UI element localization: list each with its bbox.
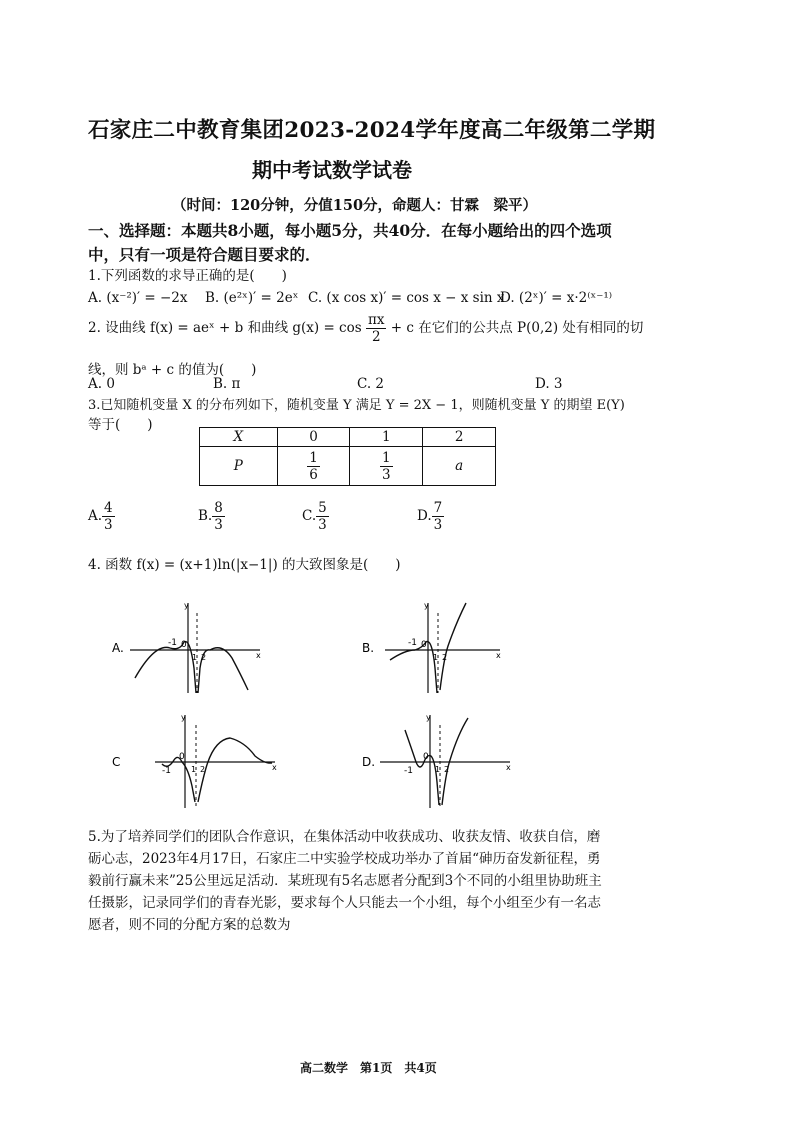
q3-option-d-num: 7 xyxy=(433,500,443,516)
q3-option-a-label: A. xyxy=(88,508,103,524)
graph-c-tick2: 2 xyxy=(200,765,206,774)
graph-a-label: A. xyxy=(112,641,124,655)
graph-b-tick1: 1 xyxy=(433,653,439,662)
graph-b-svg xyxy=(360,598,530,698)
q3-option-c xyxy=(302,500,329,533)
q2-stem-line2: 线，则 bᵃ + c 的值为( ) xyxy=(88,362,257,378)
graph-d-tick-neg: -1 xyxy=(404,766,413,776)
section-heading: 一、选择题：本题共8小题，每小题5分，共40分．在每小题给出的四个选项中，只有一项是符合题目要求的． xyxy=(88,221,612,264)
graph-c-label: C xyxy=(112,755,121,769)
table-header-cell: X xyxy=(200,428,278,447)
q1-option-b: B. (e²ˣ)′ = 2eˣ xyxy=(205,290,299,306)
graph-a-origin: 0 xyxy=(181,640,187,650)
q1-stem: 1.下列函数的求导正确的是( ) xyxy=(88,268,287,284)
distribution-table xyxy=(199,427,496,486)
q2-fraction xyxy=(366,312,387,345)
q3-option-d-label: D. xyxy=(417,508,432,524)
graph-b-tick-neg: -1 xyxy=(408,638,417,648)
p0-den: 6 xyxy=(309,466,318,483)
q3-option-b-num: 8 xyxy=(214,500,223,516)
q3-stem-line2: 等于( ) xyxy=(88,417,153,433)
graph-c-svg xyxy=(110,710,290,810)
graph-c-origin: 0 xyxy=(179,752,185,762)
q1-option-a: A. (x⁻²)′ = −2x xyxy=(88,290,188,306)
graph-a-y-label: y xyxy=(184,601,189,610)
p1-num: 1 xyxy=(382,449,391,466)
q3-option-b-den: 3 xyxy=(214,517,223,533)
q3-option-c-num: 5 xyxy=(318,500,327,516)
table-cell xyxy=(350,447,423,486)
q4-graph-a xyxy=(110,598,280,698)
q5-line: 砺心志，2023年4月17日，石家庄二中实验学校成功举办了首届“砷历奋发新征程，勇 xyxy=(88,851,601,867)
q4-graph-b xyxy=(360,598,530,698)
graph-d-label: D. xyxy=(362,755,376,769)
q5-line: 毅前行赢未来”25公里远足活动．某班现有5名志愿者分配到3个不同的小组里协助班主 xyxy=(88,873,602,889)
table-cell: a xyxy=(423,447,496,486)
graph-b-origin: 0 xyxy=(421,640,427,650)
q3-option-b xyxy=(198,500,225,533)
q1-option-c: C. (x cos x)′ = cos x − x sin x xyxy=(308,290,505,306)
graph-b-tick2: 2 xyxy=(442,653,448,662)
q2-frac-den: 2 xyxy=(371,329,381,345)
exam-title-line2: 期中考试数学试卷 xyxy=(252,158,412,182)
q3-option-d-den: 3 xyxy=(433,517,443,533)
q3-option-c-den: 3 xyxy=(318,517,327,533)
exam-title-line1: 石家庄二中教育集团2023-2024学年度高二年级第二学期 xyxy=(88,118,656,143)
graph-a-svg xyxy=(110,598,280,698)
graph-d-svg xyxy=(360,710,540,810)
p0-num: 1 xyxy=(309,449,318,466)
q5-line: 愿者，则不同的分配方案的总数为 xyxy=(88,917,291,933)
graph-d-tick2: 2 xyxy=(444,765,450,774)
q2-frac-num: πx xyxy=(367,312,385,328)
q3-option-a-den: 3 xyxy=(104,517,113,533)
q3-option-a-num: 4 xyxy=(104,500,113,516)
q3-option-a xyxy=(88,500,115,533)
q5-block xyxy=(88,826,628,936)
graph-c-x-label: x xyxy=(272,763,277,772)
graph-a-tick-neg: -1 xyxy=(168,638,177,648)
q2-option-d: D. 3 xyxy=(535,376,563,392)
graph-b-y-label: y xyxy=(424,601,429,610)
graph-b-label: B. xyxy=(362,641,375,655)
q4-graph-c xyxy=(110,710,290,810)
graph-d-x-label: x xyxy=(506,763,511,772)
table-row-label: P xyxy=(200,447,278,486)
table-header-cell: 1 xyxy=(350,428,423,447)
q3-option-b-label: B. xyxy=(198,508,213,524)
table-row xyxy=(200,447,496,486)
table-cell xyxy=(277,447,350,486)
exam-subtitle: （时间：120分钟，分值150分，命题人：甘霖 梁平） xyxy=(172,197,538,214)
q4-graph-d xyxy=(360,710,540,810)
q4-stem: 4. 函数 f(x) = (x+1)ln(|x−1|) 的大致图象是( ) xyxy=(88,557,401,573)
q3-option-c-label: C. xyxy=(302,508,317,524)
graph-c-y-label: y xyxy=(181,713,186,722)
table-header-cell: 0 xyxy=(277,428,350,447)
graph-d-tick1: 1 xyxy=(435,765,441,774)
q2-option-a: A. 0 xyxy=(88,376,115,392)
graph-d-y-label: y xyxy=(426,713,431,722)
graph-a-tick1: 1 xyxy=(192,653,198,662)
q2-option-b: B. π xyxy=(213,376,241,392)
q3-option-d xyxy=(417,500,444,533)
graph-a-curve xyxy=(135,642,248,693)
q2-stem-line1 xyxy=(88,312,643,345)
p1-den: 3 xyxy=(382,466,391,483)
graph-a-tick2: 2 xyxy=(201,653,207,662)
q5-line: 任摄影，记录同学们的青春光影，要求每个人只能去一个小组，每个小组至少有一名志 xyxy=(88,895,601,911)
graph-a-x-label: x xyxy=(256,651,261,660)
table-header-cell: 2 xyxy=(423,428,496,447)
table-header-row xyxy=(200,428,496,447)
q3-stem-line1: 3.已知随机变量 X 的分布列如下，随机变量 Y 满足 Y = 2X − 1，则随机变量 Y 的期望 E(Y) xyxy=(88,398,625,413)
graph-c-tick1: 1 xyxy=(191,765,197,774)
q5-line: 5.为了培养同学们的团队合作意识，在集体活动中收获成功、收获友情、收获自信，磨 xyxy=(88,829,601,845)
page-footer: 高二数学 第1页 共4页 xyxy=(300,1061,437,1075)
graph-b-x-label: x xyxy=(496,651,501,660)
q1-option-d: D. (2ˣ)′ = x·2⁽ˣ⁻¹⁾ xyxy=(500,290,613,306)
q2-stem-post: + c 在它们的公共点 P(0,2) 处有相同的切 xyxy=(390,320,644,336)
q2-stem-pre: 2. 设曲线 f(x) = aeˣ + b 和曲线 g(x) = cos xyxy=(88,320,362,336)
q2-option-c: C. 2 xyxy=(357,376,385,392)
graph-d-origin: 0 xyxy=(423,752,429,762)
graph-c-tick-neg: -1 xyxy=(162,766,171,776)
graph-c-curve xyxy=(162,738,272,802)
